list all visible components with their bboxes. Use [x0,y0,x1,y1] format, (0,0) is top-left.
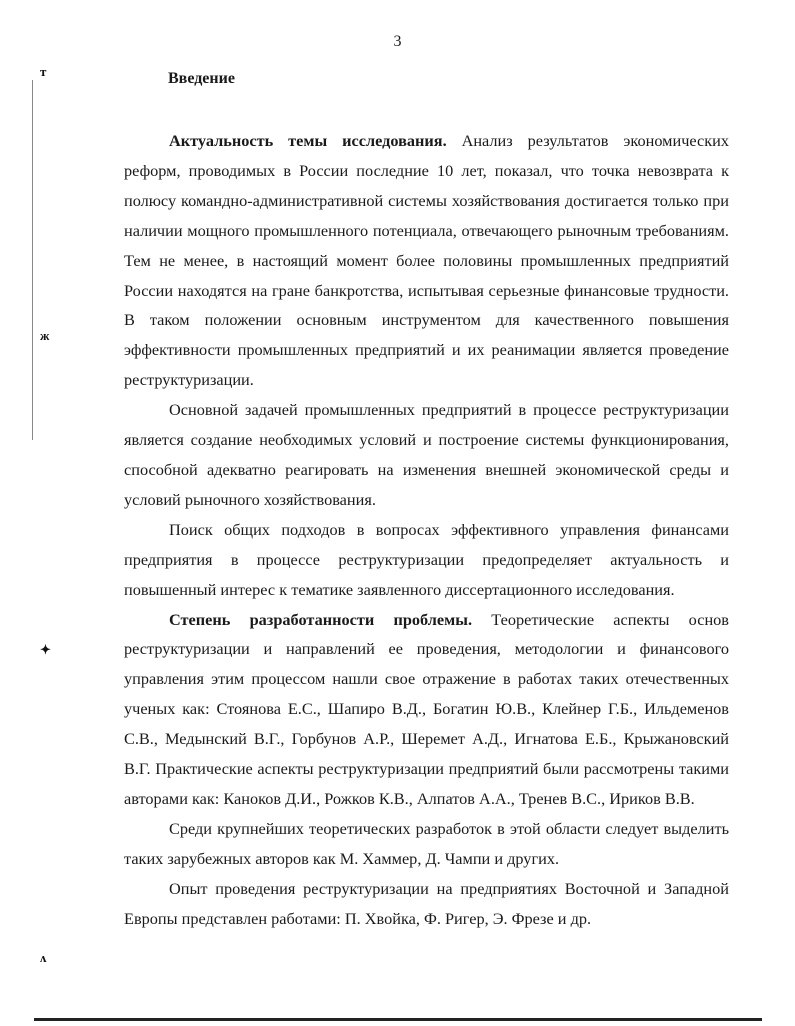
section-heading: Введение [168,70,235,87]
paragraph-text: Основной задачей промышленных предприятий в процессе реструктуризации является создание необходимых условий и построение системы функционирования, способной адекватно реагировать на изменения внешней экономической среды и условий рыночного хозяйствования. [124,400,729,509]
paragraph-lead: Степень разработанности проблемы. [169,609,473,629]
paragraph-text: Опыт проведения реструктуризации на предприятиях Восточной и Западной Европы представлен работами: П. Хвойка, Ф. Ригер, Э. Фрезе и др. [124,878,729,928]
paragraph-main-task [124,395,729,515]
paragraph-text: Теоретические аспекты основ реструктуризации и направлений ее проведения, методологии и финансового управления этим процессом нашли свое отражение в работах таких отечественных ученых как: Стоянова Е.С., Шапиро В.Д., Богатин Ю.В., Клейнер Г.Б., Ильдеменов С.В., Медынский В.Г., Горбунов А.Р., Шеремет А.Д., Игнатова Е.Б., Крыжановский В.Г. Практические аспекты реструктуризации предприятий были рассмотрены такими авторами как: Каноков Д.И., Рожков К.В., Алпатов А.А., Тренев В.С., Ириков В.В. [124,609,729,808]
document-body [124,126,729,933]
margin-mark: ʌ [40,950,47,965]
paragraph-development-degree [124,605,729,814]
paragraph-search [124,515,729,605]
paragraph-relevance [124,126,729,395]
page-bottom-edge [34,1018,762,1021]
paragraph-foreign-authors [124,814,729,874]
margin-rule [32,80,33,440]
paragraph-text: Анализ результатов экономических реформ, проводимых в России последние 10 лет, показал, что точка невозврата к полюсу командно-административной системы хозяйствования достигается только при наличии мощного промышленного потенциала, отвечающего рыночным требованиям. Тем не менее, в настоящий момент более половины промышленных предприятий России находятся на гране банкротства, испытывая серьезные финансовые трудности. В таком положении основным инструментом для качественного повышения эффективности промышленных предприятий и их реанимации является проведение реструктуризации. [124,131,730,390]
paragraph-text: Среди крупнейших теоретических разработок в этой области следует выделить таких зарубежных авторов как М. Хаммер, Д. Чампи и других. [124,818,729,868]
paragraph-lead: Актуальность темы исследования. [169,131,447,150]
paragraph-europe-experience [124,874,729,934]
margin-mark: ✦ [40,642,51,657]
margin-mark: т [40,64,47,79]
margin-mark: ж [40,328,50,343]
page-number: 3 [393,33,402,50]
paragraph-text: Поиск общих подходов в вопросах эффективного управления финансами предприятия в процессе реструктуризации предопределяет актуальность и повышенный интерес к тематике заявленного диссертационного исследования. [124,519,729,599]
